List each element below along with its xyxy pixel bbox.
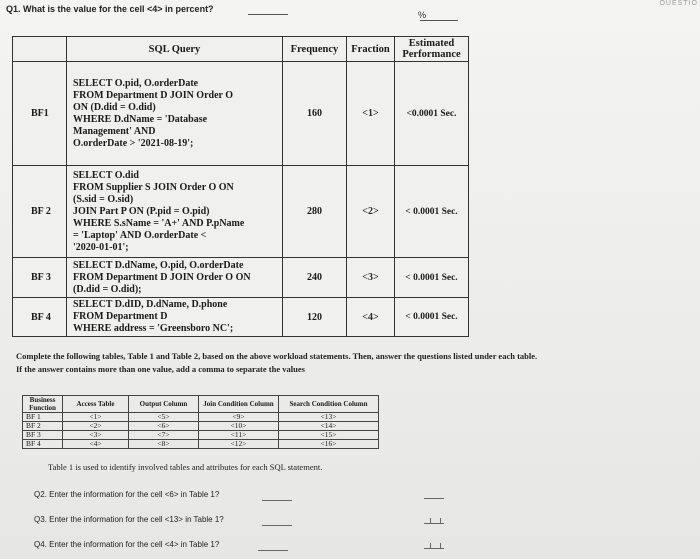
header-business-function: [13, 37, 67, 62]
t1-bf-label: BF 4: [23, 440, 63, 449]
t1-output-cell[interactable]: <6>: [129, 422, 199, 431]
t1-header-search-condition-column: Search Condition Column: [279, 396, 379, 413]
t1-output-cell[interactable]: <5>: [129, 413, 199, 422]
fraction-cell: <3>: [347, 258, 395, 298]
sql-query: SELECT D.dName, O.pid, O.orderDate FROM Department D JOIN Order O ON (D.did = O.did);: [67, 258, 283, 298]
t1-access-cell[interactable]: <2>: [63, 422, 129, 431]
header-frequency: Frequency: [283, 37, 347, 62]
question-2: Q2. Enter the information for the cell <6> in Table 1?: [34, 490, 220, 499]
question-4: Q4. Enter the information for the cell <4> in Table 1?: [34, 540, 220, 549]
t1-join-cell[interactable]: <11>: [199, 431, 279, 440]
workload-row-bf3: [13, 258, 469, 298]
t1-join-cell[interactable]: <12>: [199, 440, 279, 449]
answer-tick: [440, 518, 441, 524]
workload-header-row: [13, 37, 469, 62]
t1-output-cell[interactable]: <8>: [129, 440, 199, 449]
header-fraction: Fraction: [347, 37, 395, 62]
table-1-caption: Table 1 is used to identify involved tables and attributes for each SQL statement.: [48, 462, 323, 472]
instructions-line-2: If the answer contains more than one value, add a comma to separate the values: [16, 364, 305, 374]
t1-header-access-table: Access Table: [63, 396, 129, 413]
fraction-cell: <2>: [347, 166, 395, 258]
bf-label: BF 4: [13, 298, 67, 337]
question-1-blank: [248, 14, 288, 15]
header-estimated-performance: Estimated Performance: [395, 37, 469, 62]
t1-bf-label: BF 1: [23, 413, 63, 422]
performance-value: < 0.0001 Sec.: [395, 298, 469, 337]
table-1-row: [23, 440, 379, 449]
t1-header-join-condition-column: Join Condition Column: [199, 396, 279, 413]
instructions-line-1: Complete the following tables, Table 1 and Table 2, based on the above workload statements. Then, answer the questions listed under each table.: [16, 351, 538, 361]
question-3-answer-line[interactable]: [424, 523, 444, 524]
t1-bf-label: BF 2: [23, 422, 63, 431]
t1-join-cell[interactable]: <9>: [199, 413, 279, 422]
t1-search-cell[interactable]: <15>: [279, 431, 379, 440]
instructions: [16, 350, 676, 376]
t1-access-cell[interactable]: <3>: [63, 431, 129, 440]
answer-tick: [440, 543, 441, 549]
question-3-blank: [262, 525, 292, 526]
answer-tick: [430, 518, 431, 524]
t1-header-business-function: Business Function: [23, 396, 63, 413]
corner-header-text: OUESTIO: [659, 0, 698, 7]
question-4-answer-line[interactable]: [424, 548, 444, 549]
question-2-answer-line[interactable]: [424, 498, 444, 499]
t1-join-cell[interactable]: <10>: [199, 422, 279, 431]
t1-access-cell[interactable]: <4>: [63, 440, 129, 449]
frequency-value: 240: [283, 258, 347, 298]
t1-output-cell[interactable]: <7>: [129, 431, 199, 440]
performance-value: <0.0001 Sec.: [395, 62, 469, 166]
bf-label: BF1: [13, 62, 67, 166]
question-1: Q1. What is the value for the cell <4> in percent?: [6, 4, 214, 14]
t1-header-output-column: Output Column: [129, 396, 199, 413]
table-1: [22, 395, 379, 449]
t1-access-cell[interactable]: <1>: [63, 413, 129, 422]
question-3: Q3. Enter the information for the cell <13> in Table 1?: [34, 515, 224, 524]
frequency-value: 120: [283, 298, 347, 337]
workload-row-bf1: [13, 62, 469, 166]
percent-unit: %: [418, 10, 427, 20]
t1-bf-label: BF 3: [23, 431, 63, 440]
workload-row-bf4: [13, 298, 469, 337]
workload-row-bf2: [13, 166, 469, 258]
frequency-value: 280: [283, 166, 347, 258]
performance-value: < 0.0001 Sec.: [395, 166, 469, 258]
header-sql-query: SQL Query: [67, 37, 283, 62]
bf-label: BF 2: [13, 166, 67, 258]
t1-search-cell[interactable]: <13>: [279, 413, 379, 422]
performance-value: < 0.0001 Sec.: [395, 258, 469, 298]
sql-query: SELECT O.did FROM Supplier S JOIN Order O ON (S.sid = O.sid) JOIN Part P ON (P.pid = O.pid) WHERE S.sName = 'A+' AND P.pName = 'Laptop' AND O.orderDate < '2020-01-01';: [67, 166, 283, 258]
question-4-blank: [258, 550, 288, 551]
question-1-answer-line[interactable]: [420, 20, 458, 21]
sql-query: SELECT O.pid, O.orderDate FROM Department D JOIN Order O ON (D.did = O.did) WHERE D.dName = 'Database Management' AND O.orderDate > '2021-08-19';: [67, 62, 283, 166]
t1-search-cell[interactable]: <16>: [279, 440, 379, 449]
t1-search-cell[interactable]: <14>: [279, 422, 379, 431]
answer-tick: [430, 543, 431, 549]
fraction-cell: <1>: [347, 62, 395, 166]
workload-table: [12, 36, 469, 337]
fraction-cell: <4>: [347, 298, 395, 337]
table-1-header-row: [23, 396, 379, 413]
frequency-value: 160: [283, 62, 347, 166]
sql-query: SELECT D.dID, D.dName, D.phone FROM Department D WHERE address = 'Greensboro NC';: [67, 298, 283, 337]
question-2-blank: [262, 500, 292, 501]
bf-label: BF 3: [13, 258, 67, 298]
